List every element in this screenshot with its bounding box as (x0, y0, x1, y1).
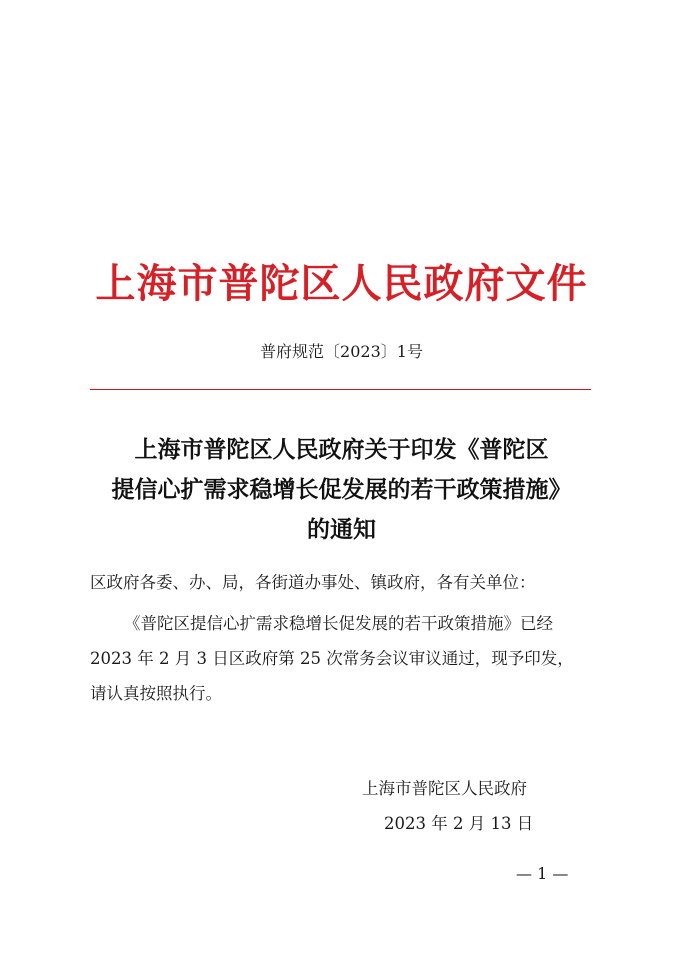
paragraph-line-2: 2023 年 2 月 3 日区政府第 25 次常务会议审议通过，现予印发， (90, 649, 574, 668)
title-line-2: 提信心扩需求稳增长促发展的若干政策措施》 (111, 476, 572, 503)
paragraph-line-3: 请认真按照执行。 (90, 684, 222, 703)
body-paragraph (90, 606, 602, 711)
issuer-banner: 上海市普陀区人民政府文件 (95, 260, 588, 307)
salutation: 区政府各委、办、局，各街道办事处、镇政府，各有关单位： (90, 573, 536, 592)
title-line-1: 上海市普陀区人民政府关于印发《普陀区 (134, 436, 549, 463)
page-number: — 1 — (516, 864, 569, 883)
signature-org: 上海市普陀区人民政府 (362, 779, 527, 798)
title-line-3: 的通知 (307, 516, 376, 543)
paragraph-line-1: 《普陀区提信心扩需求稳增长促发展的若干政策措施》已经 (124, 614, 553, 633)
document-number: 普府规范〔2023〕1号 (260, 342, 423, 361)
document-title (0, 430, 683, 550)
signature-date: 2023 年 2 月 13 日 (384, 814, 534, 833)
red-divider-line (90, 389, 591, 390)
